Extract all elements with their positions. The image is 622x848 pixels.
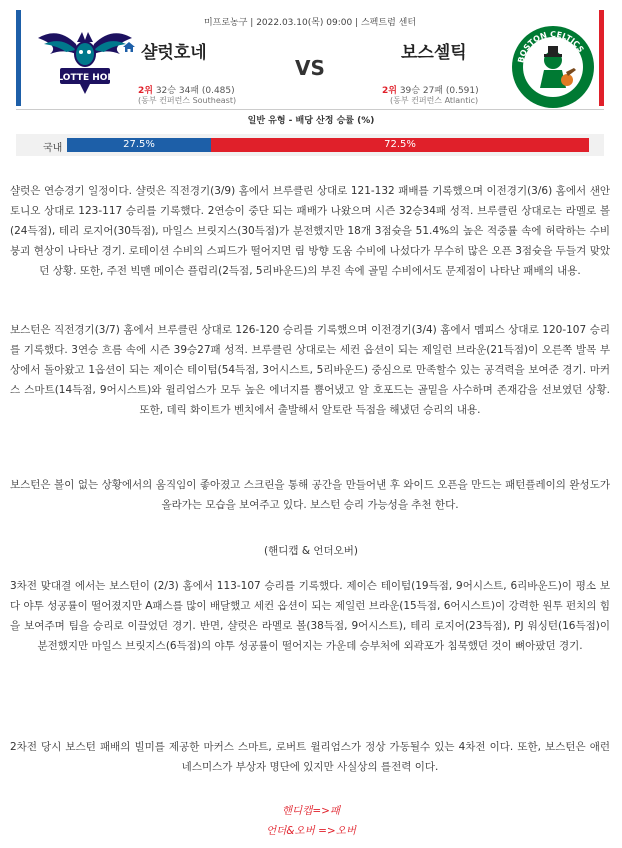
away-team-rank: 2위: [382, 86, 397, 96]
home-odds-segment: 27.5%: [67, 138, 211, 152]
hornets-logo-text: CHARLOTTE HORNETS: [29, 73, 141, 83]
celtics-logo: [510, 24, 596, 110]
match-meta: 미프로농구 | 2022.03.10(목) 09:00 | 스펙트럼 센터: [203, 18, 417, 28]
odds-title: 일반 유형 - 배당 산정 승률 (%): [247, 116, 375, 126]
pick-under-over: 언더&오버 =>오버: [266, 825, 356, 837]
away-team-name: 보스셀틱: [401, 43, 467, 63]
paragraph-recommendation: 보스턴은 볼이 없는 상황에서의 움직임이 좋아졌고 스크린을 통해 공간을 만들어낸 후 와이드 오픈을 만드는 패턴플레이의 완성도가 올라가는 모습을 보여주고 있다. 보스턴 승리 가능성을 추천 한다.: [10, 479, 610, 511]
pick-handicap: 핸디캡=>패: [281, 805, 341, 817]
vs-label: VS: [295, 56, 325, 80]
away-team-conference: (동부 컨퍼런스 Atlantic): [390, 96, 479, 105]
paragraph-charlotte: 샬럿은 연승경기 일정이다. 샬럿은 직전경기(3/9) 홈에서 브루클린 상대로 121-132 패배를 기록했으며 이전경기(3/6) 홈에서 샌안토니오 상대로 123-117 승리를 기록했다. 2연승이 중단 되는 패배가 나왔으며 시즌 32승34패 성적. 브루클린 상대로는 라멜로 볼(24득점), 테리 로지어(30득점), 마일스 브릿지스(30득점)가 분전했지만 18개 3점슛을 51.4%의 높은 적중률 속에 허락하는 수비 붕괴 현상이 나타난 경기. 로테이션 수비의 스피드가 떨어지면 림 방향 도움 수비에 나섰다가 무수히 많은 오픈 3점슛을 두들겨 맞았던 상황. 또한, 주전 빅맨 메이슨 플럼리(2득점, 5리바운드)의 부진 속에 골밑 수비에서도 문제점이 나타난 패배의 내용.: [10, 185, 610, 277]
handicap-heading: (핸디캡 & 언더오버): [263, 545, 359, 557]
match-header: [16, 10, 604, 106]
home-team-rank: 2위: [138, 86, 153, 96]
away-odds-segment: 72.5%: [211, 138, 589, 152]
odds-row: [16, 134, 604, 156]
celtics-logo-text: BOSTON CELTICS: [516, 29, 586, 64]
odds-row-label: 국내: [43, 143, 63, 154]
paragraph-notes: 2차전 당시 보스턴 패배의 빌미를 제공한 마커스 스마트, 로버트 윌리엄스가 정상 가동될수 있는 4차전 이다. 또한, 보스턴은 애런 네스미스가 부상자 명단에 있지만 사실상의 를전력 이다.: [10, 741, 610, 773]
away-team-winloss: 39승 27패 (0.591): [396, 86, 479, 96]
home-team-winloss: 32승 34패 (0.485): [152, 86, 235, 96]
home-icon: [122, 38, 136, 50]
paragraph-boston: 보스턴은 직전경기(3/7) 홈에서 브루클린 상대로 126-120 승리를 기록했으며 이전경기(3/4) 홈에서 멤피스 상대로 120-107 승리를 기록했다. 3연승 흐름 속에 시즌 39승27패 성적. 브루클린 상대로는 세컨 옵션이 되는 제일런 브라운(21득점)이 오른쪽 발목 부상에서 돌아왔고 1옵션이 되는 제이슨 테이텀(54득점, 3어시스트, 5리바운드) 중심으로 만족할수 있는 공격력을 보여준 경기. 마커스 스마트(14득점, 9어시스트)와 윌리엄스가 모두 높은 에너지를 뿜어냈고 알 호포드는 골밑을 사수하며 존재감을 선보였던 상황. 또한, 데릭 화이트가 벤치에서 출발해서 알토란 득점을 해냈던 승리의 내용.: [10, 324, 610, 416]
odds-bar: [67, 138, 589, 152]
paragraph-head-to-head: 3차전 맞대결 에서는 보스턴이 (2/3) 홈에서 113-107 승리를 기록했다. 제이슨 테이텀(19득점, 9어시스트, 6리바운드)이 평소 보다 야투 성공률이 떨어졌지만 A패스를 많이 배달했고 세컨 옵션이 되는 제일런 브라운(15득점, 6어시스트)이 강력한 원투 펀치의 힘을 보여주며 팀을 승리로 이끌었던 경기. 반면, 샬럿은 라멜로 볼(38득점, 9어시스트), 테리 로지어(23득점), PJ 워싱턴(16득점)이 분전했지만 마일스 브릿지스(6득점)의 야투 성공률이 떨어지는 가운데 승부처에 외곽포가 침묵했던 것이 뼈아팠던 경기.: [10, 580, 610, 652]
home-team-name: 샬럿호네: [141, 43, 207, 63]
header-divider: [16, 109, 604, 110]
home-team-conference: (동부 컨퍼런스 Southeast): [138, 96, 237, 105]
